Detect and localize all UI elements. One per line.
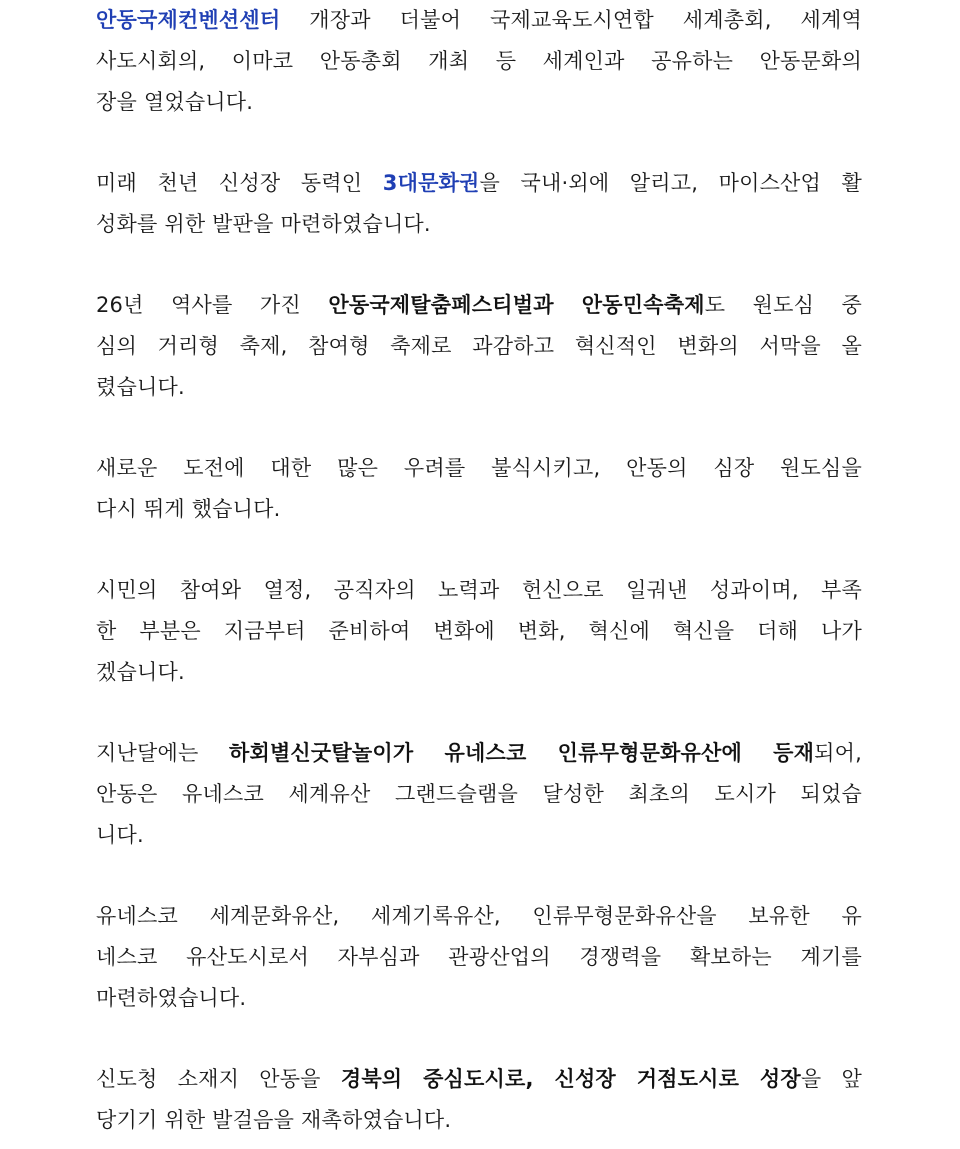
text-run: 을 국내·외에 알리고, 마이스산업 활 [479,171,862,195]
paragraph-line [96,285,862,326]
text-run: 사도시회의, 이마코 안동총회 개최 등 세계인과 공유하는 안동문화의 [96,49,862,73]
paragraph-line [96,937,862,978]
paragraph-line [96,815,862,856]
text-run: 개장과 더불어 국제교육도시연합 세계총회, 세계역 [280,8,862,32]
paragraph-line [96,326,862,367]
text-run: 네스코 유산도시로서 자부심과 관광산업의 경쟁력을 확보하는 계기를 [96,945,862,969]
paragraph-line [96,489,862,530]
paragraph-line [96,448,862,489]
text-run: 26년 역사를 가진 [96,293,329,317]
text-run: 당기기 위한 발걸음을 재촉하였습니다. [96,1108,452,1132]
text-run: 니다. [96,823,144,847]
paragraph [96,448,862,530]
emphasized-text: 경북의 중심도시로, 신성장 거점도시로 성장 [340,1067,801,1091]
highlighted-term: 안동국제컨벤션센터 [96,8,281,32]
paragraph-line [96,896,862,937]
paragraph-line [96,1100,862,1141]
paragraph-line [96,733,862,774]
text-run: 시민의 참여와 열정, 공직자의 노력과 헌신으로 일궈낸 성과이며, 부족 [96,578,862,602]
emphasized-text: 하회별신굿탈놀이가 유네스코 인류무형문화유산에 등재 [228,741,815,765]
text-run: 심의 거리형 축제, 참여형 축제로 과감하고 혁신적인 변화의 서막을 올 [96,334,862,358]
emphasized-text: 안동국제탈춤페스티벌과 안동민속축제 [328,293,705,317]
paragraph [96,570,862,693]
text-run: 렸습니다. [96,375,185,399]
text-run: 겠습니다. [96,660,185,684]
text-run: 다시 뛰게 했습니다. [96,497,281,521]
text-run: 유네스코 세계문화유산, 세계기록유산, 인류무형문화유산을 보유한 유 [96,904,862,928]
text-run: 지난달에는 [96,741,229,765]
text-run: 도 원도심 중 [704,293,862,317]
paragraph [96,163,862,245]
text-run: 장을 열었습니다. [96,90,254,114]
paragraph [96,1059,862,1141]
paragraph [96,896,862,1019]
text-run: 미래 천년 신성장 동력인 [96,171,383,195]
paragraph-line [96,570,862,611]
paragraph-line [96,652,862,693]
paragraph-line [96,367,862,408]
text-run: 안동은 유네스코 세계유산 그랜드슬램을 달성한 최초의 도시가 되었습 [96,782,862,806]
paragraph-line [96,611,862,652]
text-run: 성화를 위한 발판을 마련하였습니다. [96,212,431,236]
text-run: 마련하였습니다. [96,986,247,1010]
paragraph-line [96,0,862,41]
text-run: 되어, [814,741,862,765]
text-run: 한 부분은 지금부터 준비하여 변화에 변화, 혁신에 혁신을 더해 나가 [96,619,862,643]
paragraph-line [96,1059,862,1100]
highlighted-term: 3대문화권 [382,171,480,195]
paragraph-line [96,41,862,82]
paragraph-line [96,82,862,123]
text-run: 신도청 소재지 안동을 [96,1067,341,1091]
paragraph [96,285,862,408]
text-run: 새로운 도전에 대한 많은 우려를 불식시키고, 안동의 심장 원도심을 [96,456,862,480]
paragraph-line [96,978,862,1019]
paragraph [96,0,862,123]
paragraph [96,733,862,856]
paragraph-line [96,774,862,815]
text-run: 을 앞 [800,1067,863,1091]
paragraph-line [96,163,862,204]
paragraph-line [96,204,862,245]
